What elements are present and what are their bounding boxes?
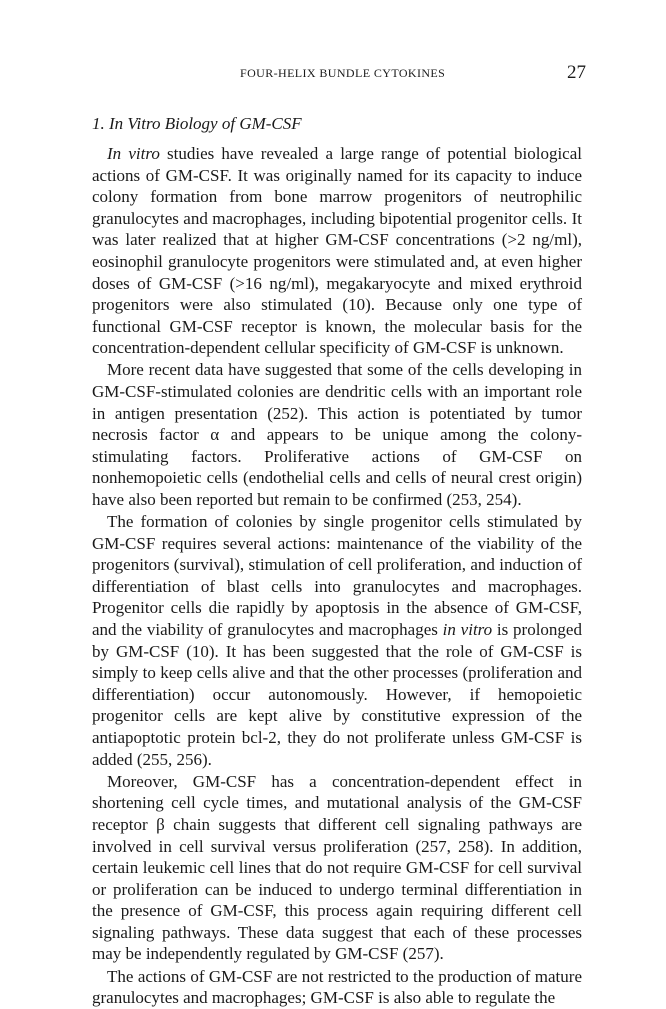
paragraph-text: is prolonged by GM-CSF (10). It has been suggested that the role of GM-CSF is simply to keep cells alive and that the other processes (proliferation and differentiation) occur autonomously. However, if hemopoietic progenitor cells are kept alive by constitutive expression of the antiapoptotic protein bcl-2, they do not proliferate unless GM-CSF is added (255, 256). — [92, 620, 582, 769]
section-heading: 1. In Vitro Biology of GM-CSF — [92, 114, 302, 133]
paragraph-1 — [92, 143, 582, 359]
paragraph-4: Moreover, GM-CSF has a concentration-dependent effect in shortening cell cycle times, and mutational analysis of the GM-CSF receptor β chain suggests that different cell signaling pathways are involved in cell survival versus proliferation (257, 258). In addition, certain leukemic cell lines that do not require GM-CSF for cell survival or proliferation can be induced to undergo terminal differentiation in the presence of GM-CSF, this process again requiring different cell signaling pathways. These data suggest that each of these processes may be independently regulated by GM-CSF (257). — [92, 771, 582, 964]
paragraph-3 — [92, 511, 582, 770]
body-text — [92, 143, 582, 1009]
italic-phrase: In vitro — [107, 144, 160, 163]
paragraph-text: The formation of colonies by single progenitor cells stimulated by GM-CSF requires several actions: maintenance of the viability of the progenitors (survival), stimulation of cell proliferation, and induction of differentiation of blast cells into granulocytes and macrophages. Progenitor cells die rapidly by apoptosis in the absence of GM-CSF, and the viability of granulocytes and macrophages — [92, 512, 582, 640]
page-number: 27 — [567, 62, 586, 83]
paragraph-5: The actions of GM-CSF are not restricted to the production of mature granulocytes and macrophages; GM-CSF is also able to regulate the — [92, 966, 582, 1008]
running-head: FOUR-HELIX BUNDLE CYTOKINES — [240, 66, 446, 80]
paragraph-text: studies have revealed a large range of potential biological actions of GM-CSF. It was originally named for its capacity to induce colony formation from bone marrow progenitors of neutrophilic granulocytes and macrophages, including bipotential progenitor cells. It was later realized that at higher GM-CSF concentrations (>2 ng/ml), eosinophil granulocyte progenitors were stimulated and, at even higher doses of GM-CSF (>16 ng/ml), megakaryocyte and mixed erythroid progenitors were also stimulated (10). Because only one type of functional GM-CSF receptor is known, the molecular basis for the concentration-dependent cellular specificity of GM-CSF is unknown. — [92, 144, 582, 358]
paragraph-2: More recent data have suggested that some of the cells developing in GM-CSF-stimulated colonies are dendritic cells with an important role in antigen presentation (252). This action is potentiated by tumor necrosis factor α and appears to be unique among the colony-stimulating factors. Proliferative actions of GM-CSF on nonhemopoietic cells (endothelial cells and cells of neural crest origin) have also been reported but remain to be confirmed (253, 254). — [92, 360, 582, 509]
italic-phrase: in vitro — [442, 620, 493, 640]
